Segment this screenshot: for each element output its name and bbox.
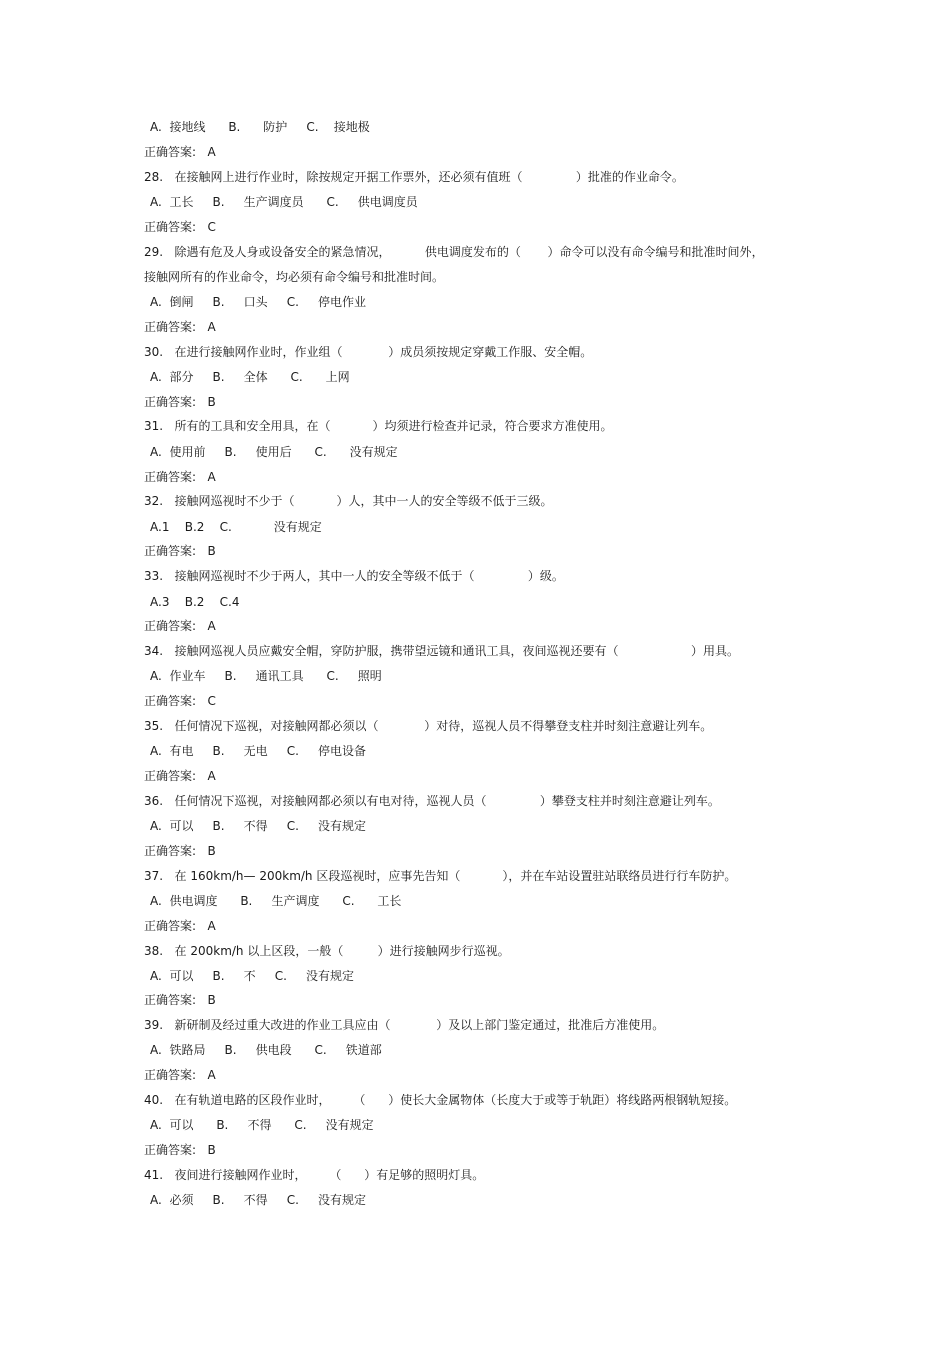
answer-line: 正确答案: A — [144, 470, 216, 484]
question-40: 40. 在有轨道电路的区段作业时， （ ）使长大金属物体（长度大于或等于轨距）将线路两根钢轨短接。 — [144, 1093, 737, 1107]
option-line: A. 接地线 B. 防护 C. 接地极 — [150, 120, 370, 134]
answer-line: 正确答案: B — [144, 993, 216, 1007]
option-line: A. 可以 B. 不得 C. 没有规定 — [150, 1118, 374, 1132]
question-41: 41. 夜间进行接触网作业时， （ ）有足够的照明灯具。 — [144, 1168, 485, 1182]
answer-line: 正确答案: B — [144, 395, 216, 409]
answer-line: 正确答案: B — [144, 844, 216, 858]
answer-line: 正确答案: B — [144, 1143, 216, 1157]
option-line: A. 可以 B. 不得 C. 没有规定 — [150, 819, 366, 833]
option-line: A. 使用前 B. 使用后 C. 没有规定 — [150, 445, 398, 459]
option-line: A.1 B.2 C. 没有规定 — [150, 520, 322, 534]
option-line: A. 供电调度 B. 生产调度 C. 工长 — [150, 894, 402, 908]
option-line: A. 铁路局 B. 供电段 C. 铁道部 — [150, 1043, 382, 1057]
question-28: 28. 在接触网上进行作业时，除按规定开据工作票外，还必须有值班（ ）批准的作业命令。 — [144, 170, 684, 184]
question-39: 39. 新研制及经过重大改进的作业工具应由（ ）及以上部门鉴定通过，批准后方准使用。 — [144, 1018, 665, 1032]
option-line: A. 有电 B. 无电 C. 停电设备 — [150, 744, 366, 758]
question-38: 38. 在 200km/h 以上区段，一般（ ）进行接触网步行巡视。 — [144, 944, 510, 958]
answer-line: 正确答案: A — [144, 1068, 216, 1082]
answer-line: 正确答案: B — [144, 544, 216, 558]
question-29-cont: 接触网所有的作业命令，均必须有命令编号和批准时间。 — [144, 270, 445, 284]
answer-line: 正确答案: A — [144, 619, 216, 633]
option-line: A. 作业车 B. 通讯工具 C. 照明 — [150, 669, 382, 683]
question-30: 30. 在进行接触网作业时，作业组（ ）成员须按规定穿戴工作服、安全帽。 — [144, 345, 593, 359]
answer-line: 正确答案: A — [144, 145, 216, 159]
answer-line: 正确答案: C — [144, 694, 216, 708]
question-36: 36. 任何情况下巡视，对接触网都必须以有电对待，巡视人员（ ）攀登支柱并时刻注意避让列车。 — [144, 794, 720, 808]
answer-line: 正确答案: A — [144, 320, 216, 334]
answer-line: 正确答案: C — [144, 220, 216, 234]
option-line: A. 可以 B. 不 C. 没有规定 — [150, 969, 354, 983]
option-line: A.3 B.2 C.4 — [150, 595, 240, 609]
question-31: 31. 所有的工具和安全用具，在（ ）均须进行检查并记录，符合要求方准使用。 — [144, 419, 613, 433]
question-37: 37. 在 160km/h— 200km/h 区段巡视时，应事先告知（ ），并在车站设置驻站联络员进行行车防护。 — [144, 869, 737, 883]
option-line: A. 倒闸 B. 口头 C. 停电作业 — [150, 295, 366, 309]
answer-line: 正确答案: A — [144, 769, 216, 783]
question-35: 35. 任何情况下巡视，对接触网都必须以（ ）对待，巡视人员不得攀登支柱并时刻注意避让列车。 — [144, 719, 713, 733]
option-line: A. 必须 B. 不得 C. 没有规定 — [150, 1193, 366, 1207]
option-line: A. 部分 B. 全体 C. 上网 — [150, 370, 350, 384]
question-34: 34. 接触网巡视人员应戴安全帽，穿防护服，携带望远镜和通讯工具，夜间巡视还要有（ ）用具。 — [144, 644, 740, 658]
question-32: 32. 接触网巡视时不少于（ ）人，其中一人的安全等级不低于三级。 — [144, 494, 553, 508]
question-33: 33. 接触网巡视时不少于两人，其中一人的安全等级不低于（ ）级。 — [144, 569, 564, 583]
question-29: 29. 除遇有危及人身或设备安全的紧急情况， 供电调度发布的（ ）命令可以没有命令编号和批准时间外， — [144, 245, 764, 259]
answer-line: 正确答案: A — [144, 919, 216, 933]
option-line: A. 工长 B. 生产调度员 C. 供电调度员 — [150, 195, 418, 209]
